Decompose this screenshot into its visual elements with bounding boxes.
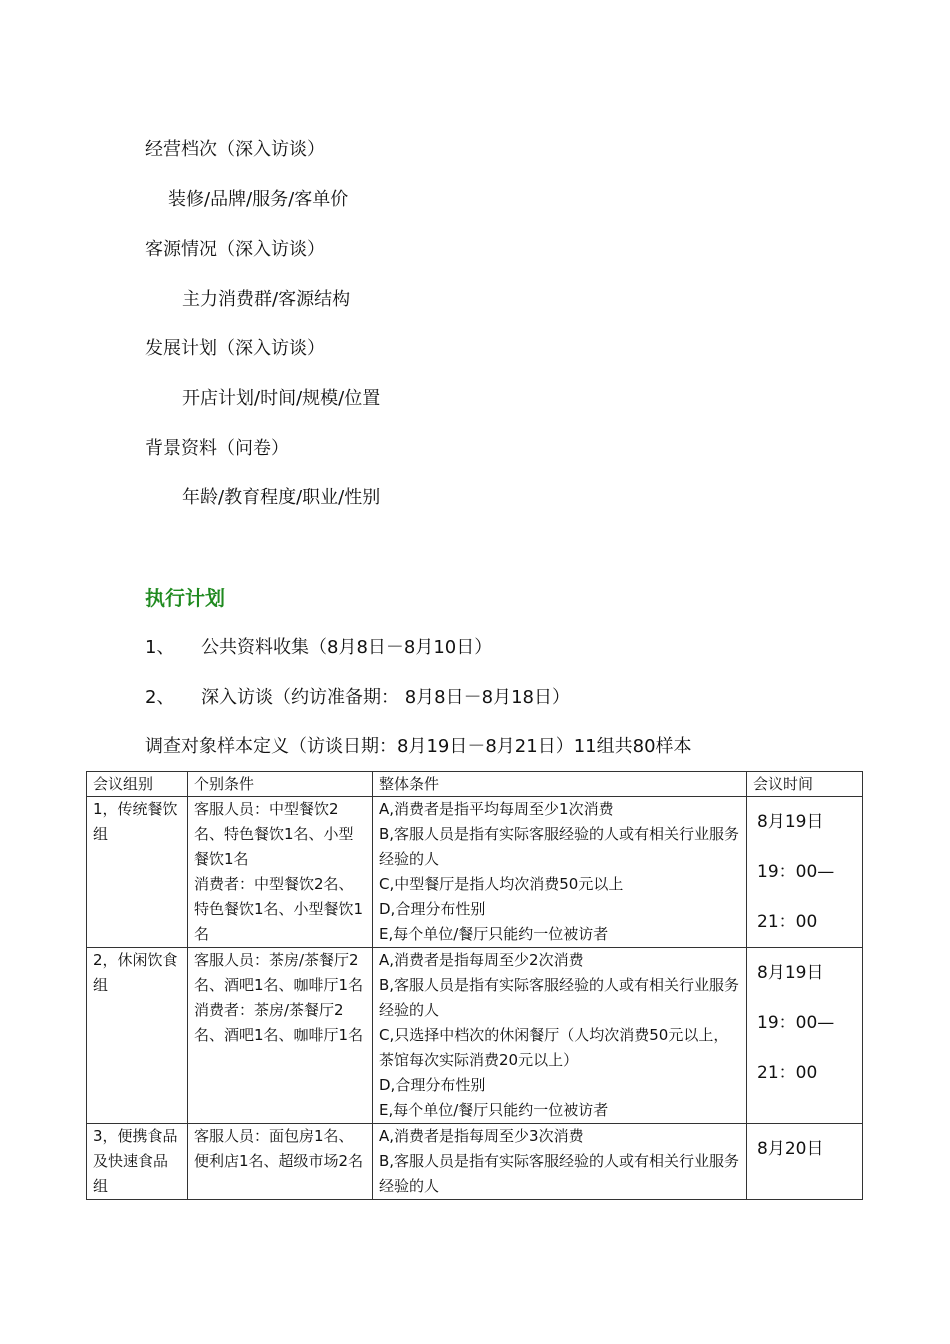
section-heading: 执行计划 [145, 586, 225, 610]
overall-condition: E,每个单位/餐厅只能约一位被访者 [379, 925, 609, 943]
outline-item: 发展计划（深入访谈） [145, 338, 325, 359]
meeting-start: 19：00— [757, 1013, 835, 1033]
table-header-row [87, 772, 863, 797]
outline-item: 装修/品牌/服务/客单价 [168, 189, 349, 210]
overall-condition: B,客服人员是指有实际客服经验的人或有相关行业服务经验的人 [379, 1152, 740, 1195]
group-cell: 2，休闲饮食组 [87, 948, 188, 1124]
column-header: 整体条件 [373, 772, 747, 797]
group-cell: 1，传统餐饮组 [87, 797, 188, 948]
outline-item: 主力消费群/客源结构 [182, 289, 351, 310]
group-cell: 3，便携食品及快速食品组 [87, 1124, 188, 1200]
overall-condition: C,中型餐厅是指人均次消费50元以上 [379, 875, 624, 893]
sample-title: 调查对象样本定义（访谈日期：8月19日－8月21日）11组共80样本 [145, 736, 692, 757]
overall-condition: D,合理分布性别 [379, 900, 486, 918]
overall-condition: A,消费者是指平均每周至少1次消费 [379, 800, 614, 818]
individual-condition: 客服人员：面包房1名、便利店1名、超级市场2名 [194, 1127, 364, 1170]
individual-cell [188, 948, 373, 1124]
overall-condition: E,每个单位/餐厅只能约一位被访者 [379, 1101, 609, 1119]
individual-cell [188, 1124, 373, 1200]
overall-condition: C,只选择中档次的休闲餐厅（人均次消费50元以上，茶馆每次实际消费20元以上） [379, 1026, 729, 1069]
time-cell [747, 948, 863, 1124]
time-cell [747, 797, 863, 948]
step-text: 公共资料收集（8月8日－8月10日） [201, 637, 493, 658]
outline-item: 客源情况（深入访谈） [145, 239, 325, 260]
individual-condition: 消费者：中型餐饮2名、特色餐饮1名、小型餐饮1名 [194, 875, 364, 943]
table-row [87, 948, 863, 1124]
individual-cell [188, 797, 373, 948]
meeting-date: 8月19日 [757, 812, 824, 832]
column-header: 会议时间 [747, 772, 863, 797]
table-row [87, 797, 863, 948]
meeting-start: 19：00— [757, 862, 835, 882]
outline-item: 经营档次（深入访谈） [145, 139, 325, 160]
time-cell [747, 1124, 863, 1200]
sample-definition-table [86, 771, 863, 1200]
step-text: 深入访谈（约访准备期： 8月8日－8月18日） [201, 687, 570, 708]
meeting-end: 21：00 [757, 912, 818, 932]
step-number: 2、 [145, 687, 175, 708]
overall-condition: B,客服人员是指有实际客服经验的人或有相关行业服务经验的人 [379, 825, 740, 868]
overall-condition: D,合理分布性别 [379, 1076, 486, 1094]
overall-cell [373, 797, 747, 948]
meeting-date: 8月20日 [757, 1139, 824, 1159]
outline-item: 背景资料（问卷） [145, 438, 289, 459]
step-number: 1、 [145, 637, 175, 658]
meeting-end: 21：00 [757, 1063, 818, 1083]
outline-item: 开店计划/时间/规模/位置 [182, 388, 381, 409]
column-header: 个别条件 [188, 772, 373, 797]
individual-condition: 客服人员：茶房/茶餐厅2名、酒吧1名、咖啡厅1名 [194, 951, 364, 994]
outline-item: 年龄/教育程度/职业/性别 [182, 487, 381, 508]
individual-condition: 客服人员：中型餐饮2名、特色餐饮1名、小型餐饮1名 [194, 800, 354, 868]
overall-cell [373, 948, 747, 1124]
table-row [87, 1124, 863, 1200]
overall-condition: A,消费者是指每周至少2次消费 [379, 951, 584, 969]
overall-condition: B,客服人员是指有实际客服经验的人或有相关行业服务经验的人 [379, 976, 740, 1019]
column-header: 会议组别 [87, 772, 188, 797]
individual-condition: 消费者：茶房/茶餐厅2名、酒吧1名、咖啡厅1名 [194, 1001, 364, 1044]
meeting-date: 8月19日 [757, 963, 824, 983]
overall-condition: A,消费者是指每周至少3次消费 [379, 1127, 584, 1145]
plan-step [145, 636, 492, 660]
overall-cell [373, 1124, 747, 1200]
plan-step [145, 686, 570, 710]
